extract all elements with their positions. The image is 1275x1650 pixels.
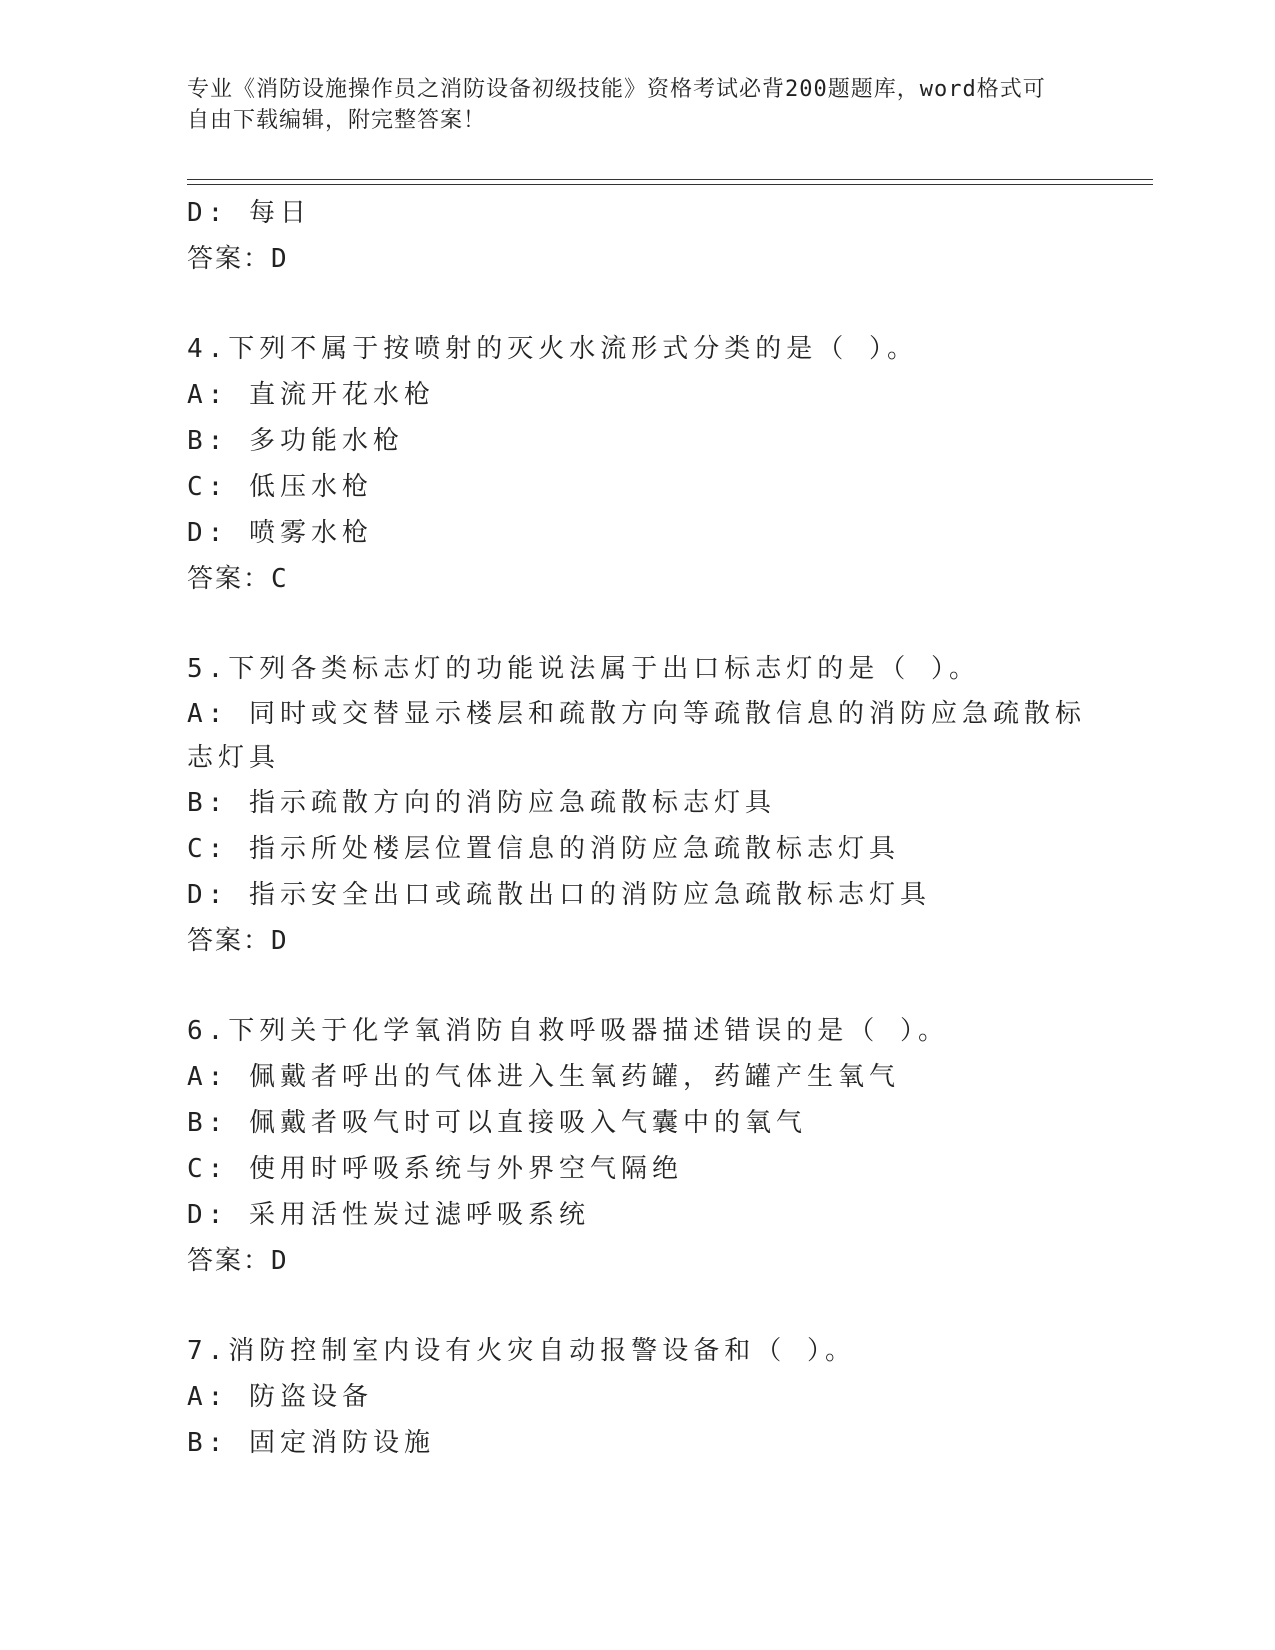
header-divider-bottom [187, 184, 1153, 185]
option-d: D: 指示安全出口或疏散出口的消防应急疏散标志灯具 [187, 880, 931, 910]
option-a: A: 防盗设备 [187, 1382, 373, 1412]
option-b: B: 佩戴者吸气时可以直接吸入气囊中的氧气 [187, 1108, 807, 1138]
question-5 [187, 646, 1087, 964]
question-7 [187, 1328, 1087, 1466]
option-c: C: 指示所处楼层位置信息的消防应急疏散标志灯具 [187, 834, 900, 864]
question-stem: 7.消防控制室内设有火灾自动报警设备和（ ）。 [187, 1336, 856, 1366]
question-stem: 5.下列各类标志灯的功能说法属于出口标志灯的是（ ）。 [187, 654, 980, 684]
answer: 答案：D [187, 926, 289, 956]
question-stem: 6.下列关于化学氧消防自救呼吸器描述错误的是（ ）。 [187, 1016, 949, 1046]
option-a: A: 佩戴者呼出的气体进入生氧药罐，药罐产生氧气 [187, 1062, 900, 1092]
question-4 [187, 326, 1087, 602]
answer: 答案：D [187, 244, 289, 274]
option-a: A: 同时或交替显示楼层和疏散方向等疏散信息的消防应急疏散标志灯具 [187, 699, 1086, 773]
option-d: D: 每日 [187, 198, 311, 228]
question-list [187, 190, 1087, 1466]
option-d: D: 采用活性炭过滤呼吸系统 [187, 1200, 590, 1230]
question-stem: 4.下列不属于按喷射的灭火水流形式分类的是（ ）。 [187, 334, 918, 364]
option-a: A: 直流开花水枪 [187, 380, 435, 410]
answer: 答案：C [187, 564, 289, 594]
option-c: C: 使用时呼吸系统与外界空气隔绝 [187, 1154, 683, 1184]
option-d: D: 喷雾水枪 [187, 518, 373, 548]
header-divider-top [187, 179, 1153, 180]
answer: 答案：D [187, 1246, 289, 1276]
option-b: B: 多功能水枪 [187, 426, 404, 456]
option-b: B: 固定消防设施 [187, 1428, 435, 1458]
option-b: B: 指示疏散方向的消防应急疏散标志灯具 [187, 788, 776, 818]
document-header: 专业《消防设施操作员之消防设备初级技能》资格考试必背200题题库，word格式可自由下载编辑，附完整答案！ [187, 77, 1046, 133]
option-c: C: 低压水枪 [187, 472, 373, 502]
question-6 [187, 1008, 1087, 1284]
